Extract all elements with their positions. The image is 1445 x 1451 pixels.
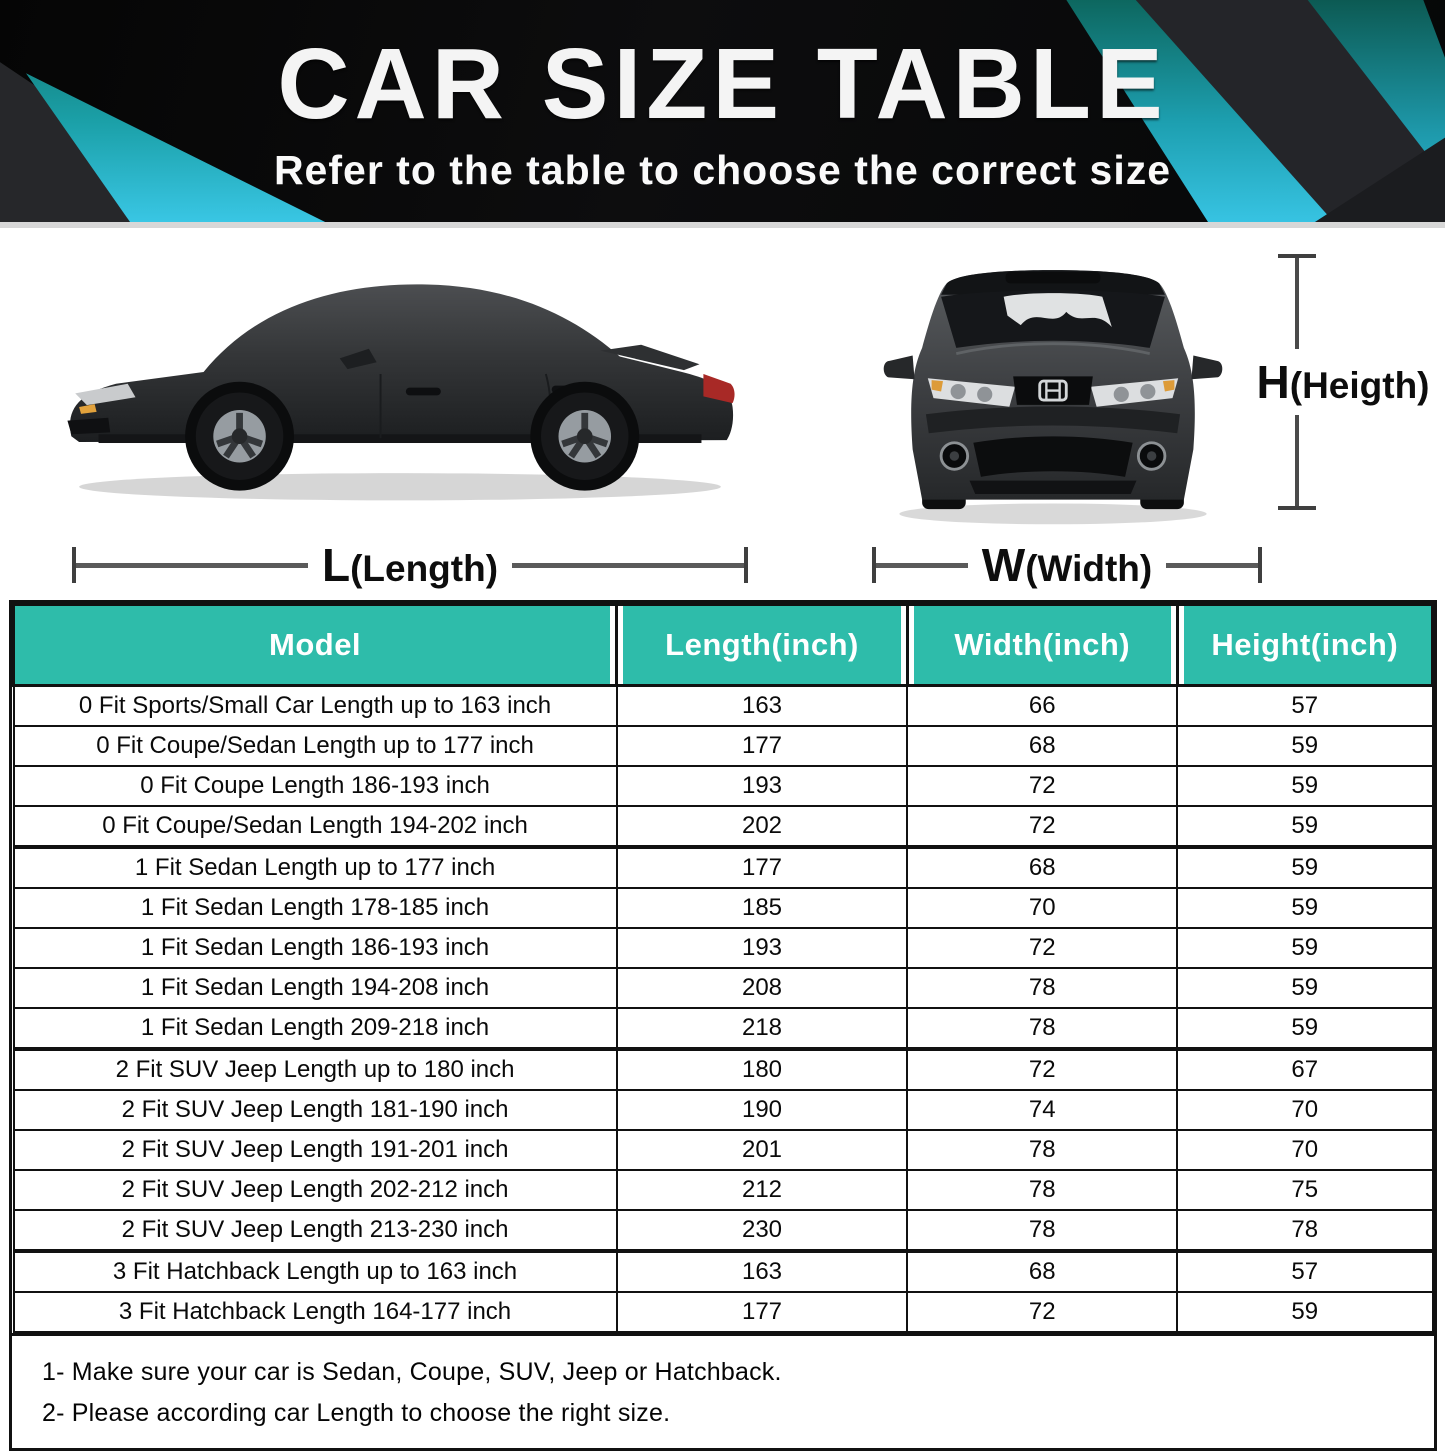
dimension-tick: [1258, 547, 1262, 583]
table-row: [14, 1251, 1433, 1292]
banner-text: [0, 0, 1445, 222]
table-row: [14, 1170, 1433, 1210]
width-cell: 74: [907, 1090, 1177, 1130]
height-dimension: [1256, 254, 1430, 510]
height-cell: 59: [1177, 928, 1432, 968]
length-label: L(Length): [321, 539, 499, 591]
note-line-2: 2- Please according car Length to choose the right size.: [42, 1399, 671, 1427]
car-front-image: [862, 236, 1244, 530]
car-side-image: [50, 232, 750, 514]
height-cell: 70: [1177, 1090, 1432, 1130]
height-cell: 70: [1177, 1130, 1432, 1170]
length-cell: 202: [617, 806, 908, 847]
dimension-tick: [744, 547, 748, 583]
height-cell: 59: [1177, 1292, 1432, 1332]
length-cell: 177: [617, 726, 908, 766]
size-table-body: [14, 686, 1433, 1333]
length-cell: 163: [617, 1251, 908, 1292]
model-cell: 1 Fit Sedan Length 209-218 inch: [14, 1008, 617, 1049]
height-cell: 59: [1177, 847, 1432, 888]
model-cell: 2 Fit SUV Jeep Length up to 180 inch: [14, 1049, 617, 1090]
model-cell: 2 Fit SUV Jeep Length 181-190 inch: [14, 1090, 617, 1130]
width-cell: 72: [907, 928, 1177, 968]
dimension-bar: [76, 563, 308, 568]
column-header-model: Model: [14, 605, 617, 686]
table-row: [14, 686, 1433, 727]
height-cell: 59: [1177, 806, 1432, 847]
note-line-1: 1- Make sure your car is Sedan, Coupe, SUV, Jeep or Hatchback.: [42, 1358, 782, 1386]
length-cell: 185: [617, 888, 908, 928]
height-label: H(Heigth): [1256, 356, 1430, 408]
width-cell: 72: [907, 806, 1177, 847]
width-cell: 72: [907, 1292, 1177, 1332]
front-wheel: [185, 382, 294, 491]
table-row: [14, 847, 1433, 888]
page-title: CAR SIZE TABLE: [277, 28, 1168, 140]
width-label: W(Width): [981, 539, 1153, 591]
length-cell: 201: [617, 1130, 908, 1170]
column-header-height: Height(inch): [1177, 605, 1432, 686]
table-row: [14, 1049, 1433, 1090]
length-cell: 190: [617, 1090, 908, 1130]
car-dimension-diagram: [0, 228, 1445, 596]
table-row: [14, 1292, 1433, 1332]
length-cell: 193: [617, 928, 908, 968]
dimension-tick: [1278, 506, 1316, 510]
table-header-row: [14, 605, 1433, 686]
page-subtitle: Refer to the table to choose the correct size: [273, 147, 1172, 193]
table-row: [14, 726, 1433, 766]
width-cell: 72: [907, 766, 1177, 806]
height-cell: 57: [1177, 686, 1432, 727]
width-dimension: [872, 539, 1262, 591]
table-row: [14, 928, 1433, 968]
model-cell: 1 Fit Sedan Length 178-185 inch: [14, 888, 617, 928]
dimension-bar: [1166, 563, 1258, 568]
width-cell: 78: [907, 1008, 1177, 1049]
table-row: [14, 1210, 1433, 1251]
dimension-bar: [1295, 258, 1299, 349]
model-cell: 3 Fit Hatchback Length up to 163 inch: [14, 1251, 617, 1292]
height-cell: 57: [1177, 1251, 1432, 1292]
table-row: [14, 888, 1433, 928]
width-cell: 68: [907, 1251, 1177, 1292]
table-row: [14, 1090, 1433, 1130]
table-row: [14, 1130, 1433, 1170]
width-cell: 68: [907, 726, 1177, 766]
notes-section: [12, 1333, 1434, 1448]
rear-wheel: [530, 382, 639, 491]
table-row: [14, 806, 1433, 847]
length-cell: 208: [617, 968, 908, 1008]
length-cell: 177: [617, 1292, 908, 1332]
table-row: [14, 766, 1433, 806]
height-cell: 59: [1177, 766, 1432, 806]
model-cell: 0 Fit Sports/Small Car Length up to 163 inch: [14, 686, 617, 727]
model-cell: 3 Fit Hatchback Length 164-177 inch: [14, 1292, 617, 1332]
width-cell: 78: [907, 1210, 1177, 1251]
dimension-bar: [1295, 415, 1299, 506]
size-table-container: [9, 600, 1437, 1451]
model-cell: 2 Fit SUV Jeep Length 191-201 inch: [14, 1130, 617, 1170]
table-row: [14, 1008, 1433, 1049]
fog-light-right: [1138, 443, 1165, 470]
height-cell: 59: [1177, 888, 1432, 928]
model-cell: 0 Fit Coupe Length 186-193 inch: [14, 766, 617, 806]
model-cell: 1 Fit Sedan Length 194-208 inch: [14, 968, 617, 1008]
width-cell: 72: [907, 1049, 1177, 1090]
height-cell: 75: [1177, 1170, 1432, 1210]
length-cell: 177: [617, 847, 908, 888]
height-cell: 59: [1177, 1008, 1432, 1049]
model-cell: 2 Fit SUV Jeep Length 202-212 inch: [14, 1170, 617, 1210]
length-cell: 180: [617, 1049, 908, 1090]
dimension-bar: [512, 563, 744, 568]
length-cell: 212: [617, 1170, 908, 1210]
height-cell: 78: [1177, 1210, 1432, 1251]
column-header-length: Length(inch): [617, 605, 908, 686]
length-cell: 230: [617, 1210, 908, 1251]
model-cell: 1 Fit Sedan Length 186-193 inch: [14, 928, 617, 968]
width-cell: 70: [907, 888, 1177, 928]
height-cell: 59: [1177, 968, 1432, 1008]
dimension-bar: [876, 563, 968, 568]
width-cell: 68: [907, 847, 1177, 888]
width-cell: 78: [907, 1170, 1177, 1210]
width-cell: 78: [907, 968, 1177, 1008]
model-cell: 2 Fit SUV Jeep Length 213-230 inch: [14, 1210, 617, 1251]
length-dimension: [72, 539, 748, 591]
banner: [0, 0, 1445, 228]
fog-light-left: [941, 443, 968, 470]
model-cell: 1 Fit Sedan Length up to 177 inch: [14, 847, 617, 888]
length-cell: 193: [617, 766, 908, 806]
model-cell: 0 Fit Coupe/Sedan Length 194-202 inch: [14, 806, 617, 847]
height-cell: 67: [1177, 1049, 1432, 1090]
table-row: [14, 968, 1433, 1008]
length-cell: 218: [617, 1008, 908, 1049]
model-cell: 0 Fit Coupe/Sedan Length up to 177 inch: [14, 726, 617, 766]
column-header-width: Width(inch): [907, 605, 1177, 686]
length-cell: 163: [617, 686, 908, 727]
size-table: [12, 603, 1434, 1333]
width-cell: 78: [907, 1130, 1177, 1170]
width-cell: 66: [907, 686, 1177, 727]
height-cell: 59: [1177, 726, 1432, 766]
